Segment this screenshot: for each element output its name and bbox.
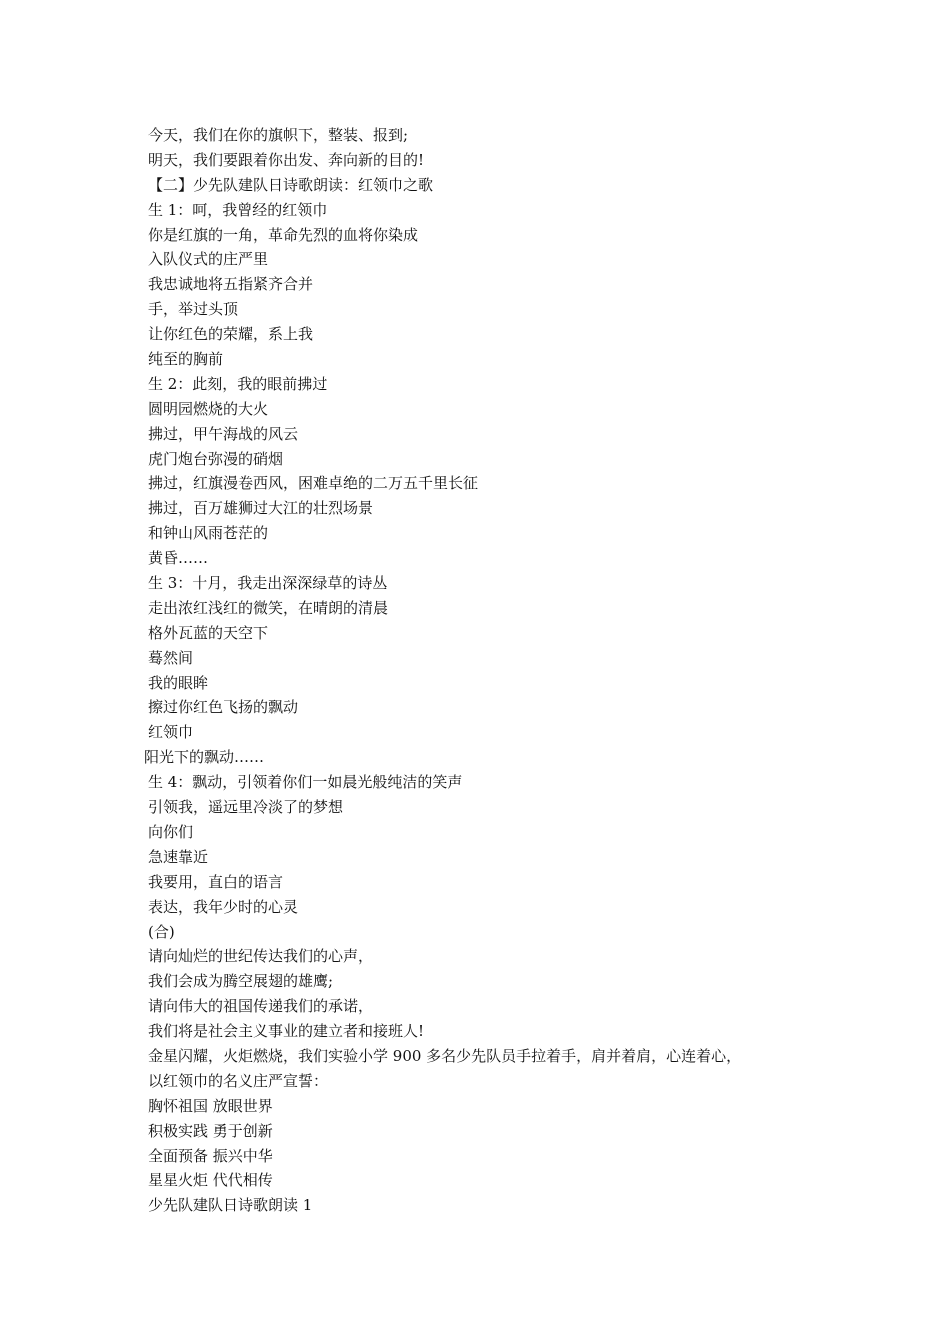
text-line: 拂过，百万雄狮过大江的壮烈场景: [148, 499, 374, 518]
text-line: 格外瓦蓝的天空下: [148, 623, 269, 642]
text-line: (合): [148, 922, 175, 941]
text-line: 红领巾: [148, 723, 194, 742]
text-line: 请向灿烂的世纪传达我们的心声，: [148, 947, 374, 966]
text-line: 生 3：十月，我走出深深绿草的诗丛: [148, 574, 388, 593]
text-line: 我们将是社会主义事业的建立者和接班人!: [148, 1022, 425, 1041]
text-line: 生 2：此刻，我的眼前拂过: [148, 374, 328, 393]
text-line: 生 4：飘动，引领着你们一如晨光般纯洁的笑声: [148, 773, 463, 792]
poem-text-block: [144, 123, 848, 1218]
text-line: 金星闪耀，火炬燃烧，我们实验小学 900 多名少先队员手拉着手，肩并着肩，心连着心，: [148, 1046, 742, 1065]
text-line: 急速靠近: [148, 847, 209, 866]
text-line: 我的眼眸: [148, 673, 209, 692]
text-line: 积极实践 勇于创新: [148, 1121, 273, 1140]
text-line: 走出浓红浅红的微笑，在晴朗的清晨: [148, 598, 389, 617]
text-line: 拂过，红旗漫卷西风，困难卓绝的二万五千里长征: [148, 474, 479, 493]
text-line: 圆明园燃烧的大火: [148, 399, 269, 418]
text-line: 我们会成为腾空展翅的雄鹰;: [148, 972, 334, 991]
text-line: 拂过，甲午海战的风云: [148, 424, 299, 443]
text-line: 我忠诚地将五指紧齐合并: [148, 275, 314, 294]
text-line: 表达，我年少时的心灵: [148, 897, 299, 916]
text-line: 星星火炬 代代相传: [148, 1171, 273, 1190]
text-line: 全面预备 振兴中华: [148, 1146, 273, 1165]
text-line: 以红领巾的名义庄严宣誓：: [148, 1071, 329, 1090]
text-line: 和钟山风雨苍茫的: [148, 524, 269, 543]
text-line: 胸怀祖国 放眼世界: [148, 1096, 273, 1115]
text-line: 向你们: [148, 822, 194, 841]
section-heading: 【二】少先队建队日诗歌朗读：红领巾之歌: [148, 175, 434, 194]
text-line: 今天，我们在你的旗帜下，整装、报到;: [148, 126, 409, 144]
text-line: 蓦然间: [148, 648, 194, 667]
text-line: 明天，我们要跟着你出发、奔向新的目的!: [148, 150, 425, 169]
text-line: 阳光下的飘动……: [144, 748, 265, 767]
text-line: 虎门炮台弥漫的硝烟: [148, 449, 284, 468]
text-line: 生 1：呵，我曾经的红领巾: [148, 200, 328, 219]
text-line: 我要用，直白的语言: [148, 872, 284, 891]
text-line: 请向伟大的祖国传递我们的承诺，: [148, 997, 374, 1016]
text-line: 让你红色的荣耀，系上我: [148, 325, 314, 344]
text-line: 入队仪式的庄严里: [148, 250, 269, 269]
text-line: 少先队建队日诗歌朗读 1: [148, 1196, 313, 1215]
text-line: 你是红旗的一角，革命先烈的血将你染成: [148, 225, 419, 244]
text-line: 黄昏……: [148, 549, 209, 568]
text-line: 擦过你红色飞扬的飘动: [148, 698, 299, 717]
text-line: 手，举过头顶: [148, 300, 239, 319]
text-line: 纯至的胸前: [148, 350, 224, 369]
text-line: 引领我，遥远里冷淡了的梦想: [148, 798, 344, 817]
